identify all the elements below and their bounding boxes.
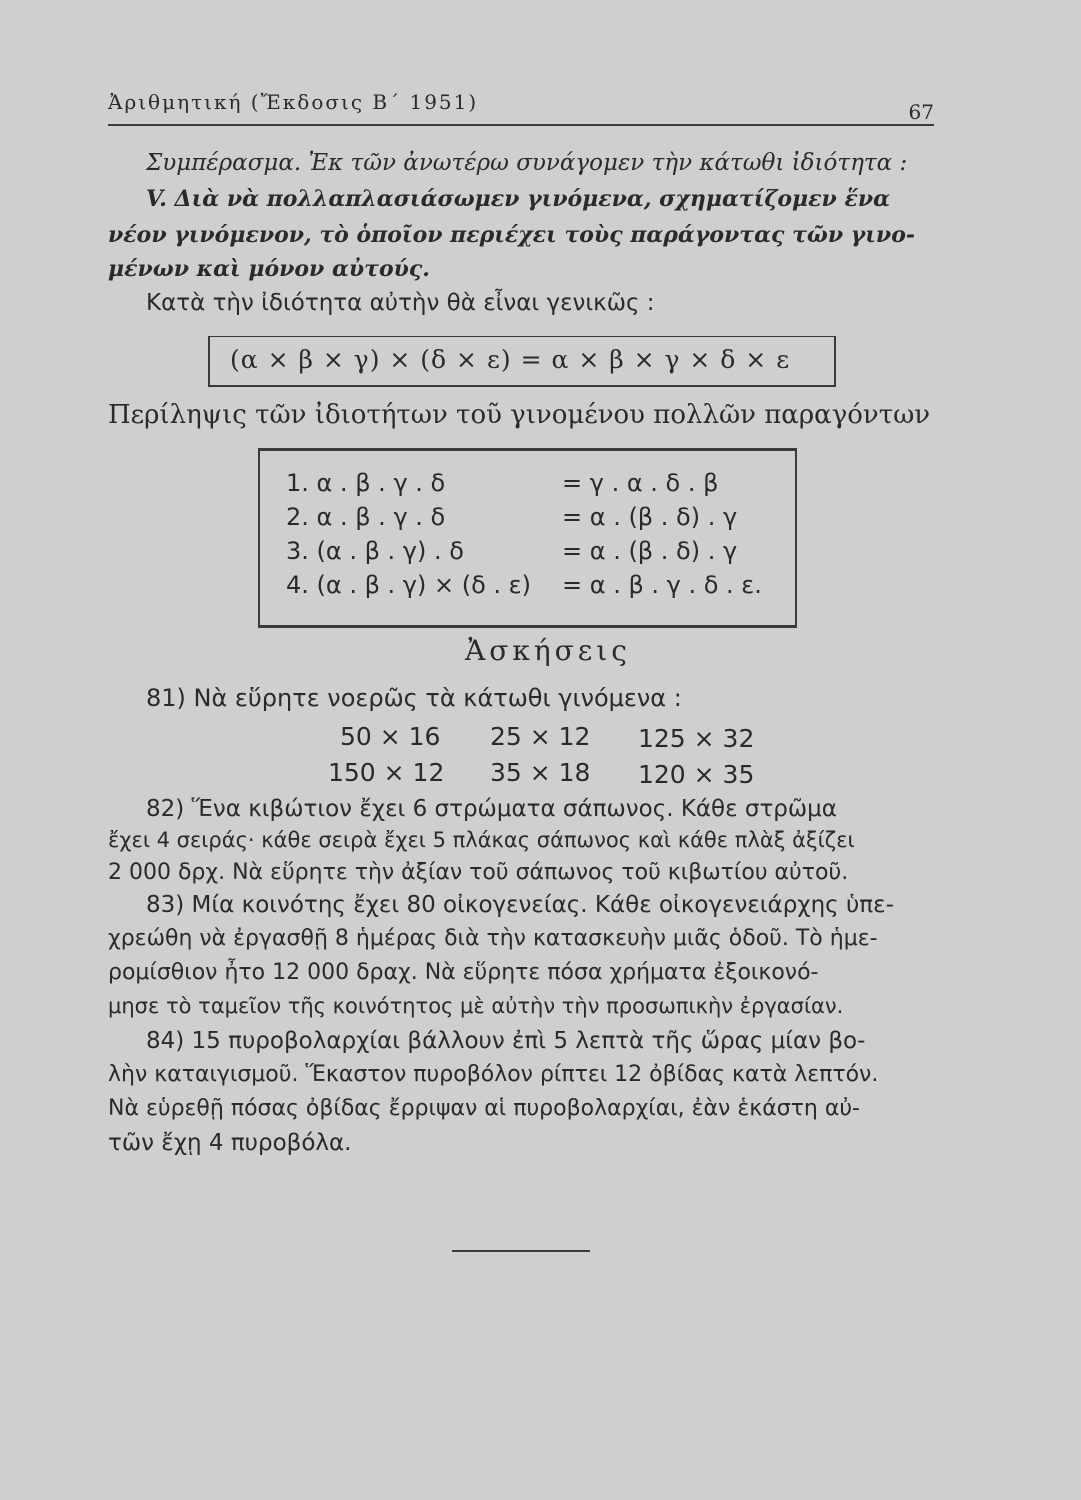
summary-heading: Περίληψις τῶν ἰδιοτήτων τοῦ γινομένου πολλῶν παραγόντων <box>108 400 931 430</box>
product-item: 150 × 12 <box>328 758 445 787</box>
row-rhs: = γ . α . δ . β <box>562 469 719 497</box>
running-header <box>108 86 934 126</box>
exercise-82-line: 2 000 δρχ. Νὰ εὕρητε τὴν ἀξίαν τοῦ σάπωνος τοῦ κιβωτίου αὐτοῦ. <box>108 860 849 885</box>
exercise-82-line: ἔχει 4 σειράς· κάθε σειρὰ ἔχει 5 πλάκας σάπωνος καὶ κάθε πλὰξ ἀξίζει <box>108 828 855 852</box>
header-rule <box>108 124 934 126</box>
product-item: 125 × 32 <box>638 724 755 753</box>
row-lhs: 2. α . β . γ . δ <box>286 503 446 531</box>
formula-text: (α × β × γ) × (δ × ε) = α × β × γ × δ × ε <box>230 345 791 374</box>
general-form-intro: Κατὰ τὴν ἰδιότητα αὐτὴν θὰ εἶναι γενικῶς : <box>146 290 655 316</box>
row-rhs: = α . (β . δ) . γ <box>562 537 738 565</box>
table-row <box>286 537 786 569</box>
summary-table <box>258 448 797 628</box>
page-number: 67 <box>908 100 934 124</box>
exercise-84-line: Νὰ εὑρεθῇ πόσας ὀβίδας ἔρριψαν αἱ πυροβολαρχίαι, ἐὰν ἑκάστη αὐ- <box>108 1096 860 1121</box>
table-row <box>286 503 786 535</box>
exercise-84-line: τῶν ἔχῃ 4 πυροβόλα. <box>108 1130 352 1156</box>
exercise-81: 81) Νὰ εὕρητε νοερῶς τὰ κάτωθι γινόμενα : <box>146 684 682 712</box>
exercise-83-line: μησε τὸ ταμεῖον τῆς κοινότητος μὲ αὐτὴν τὴν προσωπικὴν ἐργασίαν. <box>108 994 844 1018</box>
exercise-84-line: λὴν καταιγισμοῦ. Ἕκαστον πυροβόλον ρίπτει 12 ὀβίδας κατὰ λεπτόν. <box>108 1062 879 1087</box>
product-item: 35 × 18 <box>490 758 591 787</box>
row-lhs: 1. α . β . γ . δ <box>286 469 446 497</box>
product-item: 50 × 16 <box>340 722 441 751</box>
row-rhs: = α . (β . δ) . γ <box>562 503 738 531</box>
table-row <box>286 571 786 603</box>
table-row <box>286 469 786 501</box>
formula-box <box>208 336 836 387</box>
rule-v-line-3: μένων καὶ μόνον αὐτούς. <box>108 256 430 282</box>
conclusion-line: Συμπέρασμα. Ἐκ τῶν ἀνωτέρω συνάγομεν τὴν κάτωθι ἰδιότητα : <box>146 150 908 176</box>
exercise-83-line: ρομίσθιον ἦτο 12 000 δραχ. Νὰ εὕρητε πόσα χρήματα ἐξοικονό- <box>108 960 819 985</box>
rule-v-line-1: V. Διὰ νὰ πολλαπλασιάσωμεν γινόμενα, σχηματίζομεν ἕνα <box>146 186 891 212</box>
rule-v-line-2: νέον γινόμενον, τὸ ὁποῖον περιέχει τοὺς παράγοντας τῶν γινο- <box>108 222 915 248</box>
exercise-83-line: χρεώθη νὰ ἐργασθῇ 8 ἡμέρας διὰ τὴν κατασκευὴν μιᾶς ὁδοῦ. Τὸ ἡμε- <box>108 926 878 951</box>
exercises-title: Ἀσκήσεις <box>465 634 631 667</box>
row-rhs: = α . β . γ . δ . ε. <box>562 571 762 599</box>
end-rule <box>452 1250 590 1252</box>
product-item: 120 × 35 <box>638 760 755 789</box>
row-lhs: 3. (α . β . γ) . δ <box>286 537 464 565</box>
product-item: 25 × 12 <box>490 722 591 751</box>
header-title: Ἀριθμητική (Ἔκδοσις Β΄ 1951) <box>108 90 479 114</box>
exercise-82-line: 82) Ἕνα κιβώτιον ἔχει 6 στρώματα σάπωνος. Κάθε στρῶμα <box>146 796 837 822</box>
exercise-84-line: 84) 15 πυροβολαρχίαι βάλλουν ἐπὶ 5 λεπτὰ τῆς ὥρας μίαν βο- <box>146 1028 866 1054</box>
row-lhs: 4. (α . β . γ) × (δ . ε) <box>286 571 532 599</box>
exercise-83-line: 83) Μία κοινότης ἔχει 80 οἰκογενείας. Κάθε οἰκογενειάρχης ὑπε- <box>146 892 894 918</box>
